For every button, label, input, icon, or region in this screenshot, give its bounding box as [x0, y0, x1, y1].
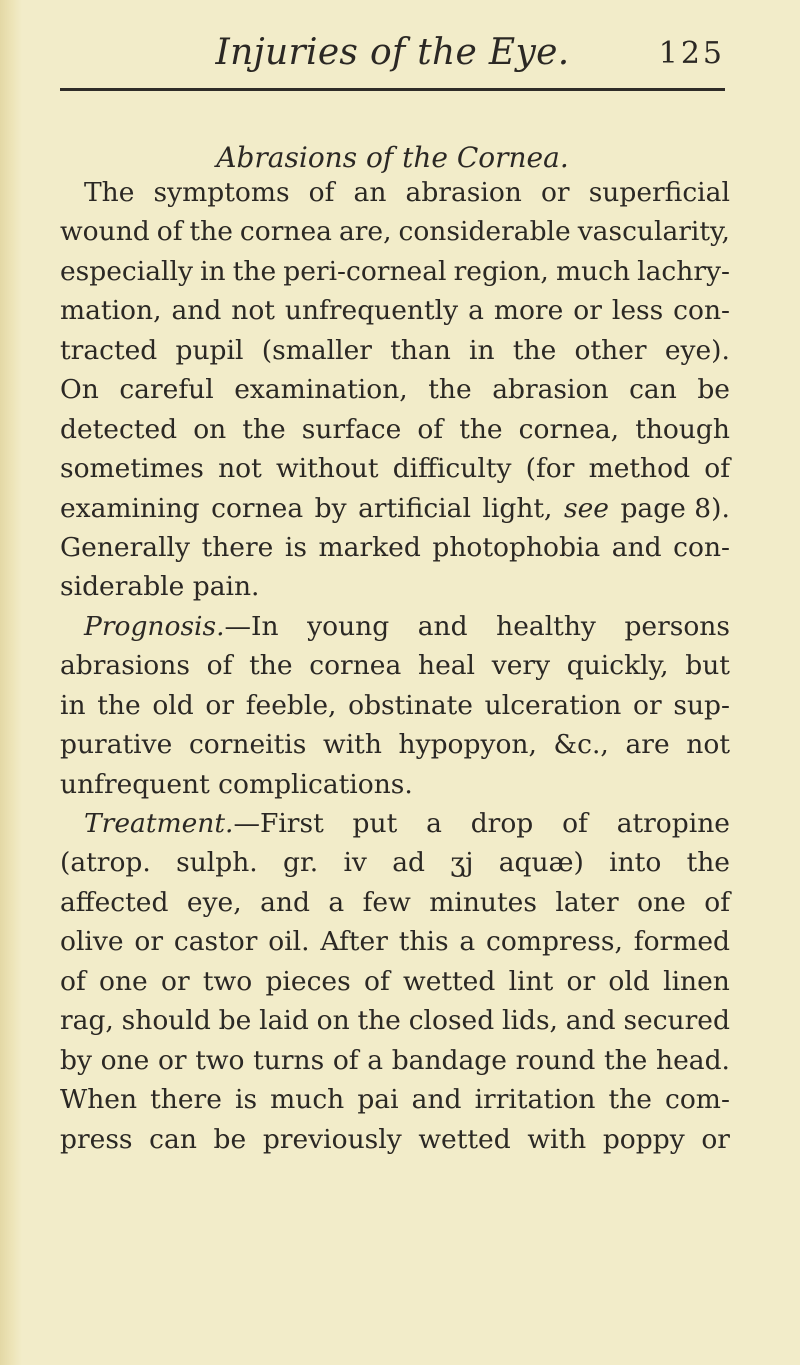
text-word: of: [363, 965, 390, 997]
text-word: be: [697, 374, 730, 406]
text-word: is: [234, 1084, 258, 1116]
text-word: are: [625, 729, 670, 761]
text-word: Generally: [60, 531, 190, 563]
text-word: oil.: [268, 926, 310, 958]
text-word: the: [428, 374, 472, 406]
text-word: castor: [173, 926, 258, 958]
text-word: marked: [318, 531, 421, 563]
text-word: of: [332, 1044, 359, 1076]
text-word: by: [314, 492, 347, 524]
text-word: can: [149, 1123, 197, 1155]
text-word: irritation: [474, 1084, 596, 1116]
page-number: 125: [658, 36, 725, 71]
text-word: of: [60, 965, 86, 997]
text-word: be: [213, 1123, 247, 1155]
text-word: less: [611, 295, 664, 327]
text-word: careful: [119, 374, 214, 406]
text-line: [60, 883, 730, 922]
text-word: abrasion: [405, 177, 522, 208]
text-word: surface: [301, 413, 402, 445]
text-word: tracted: [60, 334, 158, 366]
text-word: linen: [663, 965, 730, 997]
text-word: or: [540, 177, 570, 208]
text-line: [60, 686, 730, 725]
text-word: closed: [408, 1005, 495, 1037]
text-word: the: [608, 1084, 652, 1116]
text-word: but: [685, 650, 730, 682]
text-word: an: [353, 177, 387, 208]
text-word: olive: [60, 926, 124, 958]
text-word: eye).: [664, 334, 730, 366]
text-word: hypopyon,: [398, 729, 537, 761]
text-word: purative: [60, 729, 173, 761]
text-word: of: [156, 216, 183, 248]
text-word: old: [152, 689, 194, 721]
text-word: secured: [623, 1005, 730, 1037]
text-word: the: [512, 334, 557, 366]
text-word: light,: [482, 492, 553, 524]
text-word: can: [629, 374, 677, 406]
header-rule: [60, 88, 725, 91]
text-word: this: [398, 926, 449, 958]
text-word: young: [307, 610, 390, 642]
text-word: are,: [338, 216, 392, 248]
text-word: and: [411, 1084, 462, 1116]
text-word: Treatment.—First: [84, 808, 324, 839]
text-word: not: [686, 729, 730, 761]
text-line: [60, 370, 730, 409]
text-word: region,: [453, 255, 549, 287]
text-word: mation,: [60, 295, 162, 327]
text-word: be: [218, 1005, 252, 1037]
text-word: a: [468, 295, 484, 327]
text-word: turns: [253, 1044, 325, 1076]
text-word: ulceration: [484, 689, 622, 721]
text-word: the: [686, 847, 730, 879]
text-line: [60, 567, 730, 606]
text-word: head.: [656, 1044, 730, 1076]
text-word: or: [134, 926, 164, 958]
text-word: heal: [418, 650, 476, 682]
text-word: the: [97, 689, 141, 721]
text-word: the: [232, 255, 277, 287]
text-line: [60, 607, 730, 646]
text-word: unfrequent complications.: [60, 768, 413, 800]
text-word: The: [84, 177, 135, 208]
text-word: or: [205, 689, 235, 721]
text-word: detected: [60, 413, 178, 445]
text-word: eye,: [186, 886, 242, 918]
text-word: press: [60, 1123, 133, 1155]
text-word: of: [562, 808, 588, 839]
text-word: wetted: [418, 1123, 511, 1155]
text-word: much: [270, 1084, 345, 1116]
text-word: of: [308, 177, 335, 208]
text-line: [60, 331, 730, 370]
text-word: or: [633, 689, 662, 721]
running-head: [60, 30, 725, 80]
text-word: in: [469, 334, 495, 366]
text-line: [60, 528, 730, 567]
text-word: two: [202, 965, 253, 997]
text-word: superficial: [588, 177, 730, 208]
text-word: not: [231, 295, 275, 327]
text-word: sulph.: [176, 847, 258, 879]
text-word: cornea: [211, 492, 304, 524]
text-word: ad: [392, 847, 425, 879]
text-word: con-: [673, 531, 730, 563]
text-word: and: [611, 531, 662, 563]
text-word: and: [565, 1005, 616, 1037]
text-word: one: [100, 1044, 150, 1076]
text-word: (for: [525, 453, 575, 485]
text-word: the: [603, 1044, 648, 1076]
text-word: (atrop.: [60, 847, 151, 879]
text-word: healthy: [496, 610, 596, 642]
text-word: sup-: [673, 689, 730, 721]
text-line: [60, 449, 730, 488]
text-word: compress,: [486, 926, 623, 958]
text-line: [60, 212, 730, 251]
text-word: much: [555, 255, 631, 287]
text-word: gr.: [283, 847, 319, 879]
text-word: or: [701, 1123, 730, 1155]
text-word: on: [193, 413, 227, 445]
text-line: [60, 1080, 730, 1119]
text-word: affected: [60, 886, 169, 918]
text-word: see: [563, 492, 609, 524]
text-word: difficulty: [392, 453, 512, 485]
text-word: or: [566, 965, 596, 997]
text-word: corneitis: [188, 729, 307, 761]
text-line: [60, 1041, 730, 1080]
text-word: and: [171, 295, 222, 327]
text-word: atropine: [616, 808, 730, 839]
section-heading: Abrasions of the Cornea.: [216, 141, 569, 174]
text-word: the: [189, 216, 233, 248]
text-line: [60, 962, 730, 1001]
text-word: a: [426, 808, 442, 839]
text-word: Prognosis.—In: [84, 610, 279, 642]
text-line: [60, 646, 730, 685]
text-word: pai: [357, 1084, 399, 1116]
text-word: rag,: [60, 1005, 114, 1037]
text-word: with: [527, 1123, 587, 1155]
text-line: [60, 252, 730, 291]
text-word: other: [574, 334, 647, 366]
text-line: [60, 291, 730, 330]
text-word: cornea,: [518, 413, 620, 445]
text-word: con-: [673, 295, 730, 327]
text-word: drop: [470, 808, 534, 839]
text-word: and: [417, 610, 468, 642]
text-word: iv: [343, 847, 367, 879]
text-word: &c.,: [553, 729, 609, 761]
text-word: especially: [60, 255, 193, 287]
text-word: than: [390, 334, 451, 366]
running-title: Injuries of the Eye.: [215, 32, 570, 73]
text-word: ʒj: [450, 847, 474, 879]
text-word: minutes: [429, 886, 537, 918]
text-word: a: [367, 1044, 384, 1076]
text-word: or: [161, 965, 190, 997]
text-word: without: [275, 453, 379, 485]
text-word: previously: [262, 1123, 402, 1155]
text-word: bandage: [391, 1044, 507, 1076]
text-word: a: [328, 886, 345, 918]
text-word: of: [704, 886, 730, 918]
text-word: lint: [508, 965, 554, 997]
text-word: one: [99, 965, 148, 997]
text-word: in: [60, 689, 86, 721]
text-word: the: [357, 1005, 401, 1037]
text-word: wetted: [403, 965, 496, 997]
text-word: or: [573, 295, 602, 327]
text-word: in: [200, 255, 226, 287]
text-word: later: [555, 886, 619, 918]
text-word: the: [249, 650, 293, 682]
text-word: and: [260, 886, 310, 918]
text-word: of: [206, 650, 233, 682]
text-word: very: [491, 650, 551, 682]
text-word: symptoms: [153, 177, 290, 208]
text-word: photophobia: [432, 531, 601, 563]
text-word: persons: [624, 610, 730, 642]
text-word: there: [201, 531, 274, 563]
text-word: there: [150, 1084, 222, 1116]
text-word: lachry-: [637, 255, 730, 287]
text-word: peri-corneal: [283, 255, 447, 287]
text-word: pupil: [175, 334, 244, 366]
text-word: laid: [259, 1005, 309, 1037]
text-line: [60, 489, 730, 528]
text-word: one: [637, 886, 686, 918]
text-word: should: [121, 1005, 211, 1037]
text-word: though: [635, 413, 730, 445]
text-word: artificial: [358, 492, 471, 524]
text-word: of: [704, 453, 730, 485]
text-word: examining: [60, 492, 200, 524]
text-word: wound: [60, 216, 150, 248]
text-word: is: [284, 531, 307, 563]
text-word: by: [60, 1044, 92, 1076]
text-word: cornea: [239, 216, 332, 248]
text-word: put: [352, 808, 398, 839]
text-word: method: [588, 453, 691, 485]
text-line: [60, 1001, 730, 1040]
text-word: quickly,: [566, 650, 669, 682]
text-word: When: [60, 1084, 138, 1116]
page-edge: [0, 0, 22, 1365]
text-word: com-: [665, 1084, 730, 1116]
text-word: a: [459, 926, 476, 958]
text-line: [60, 922, 730, 961]
text-word: (smaller: [261, 334, 372, 366]
text-word: obstinate: [348, 689, 473, 721]
text-word: not: [218, 453, 262, 485]
text-word: into: [609, 847, 662, 879]
text-word: the: [242, 413, 286, 445]
text-word: vascularity,: [577, 216, 730, 248]
text-line: [60, 173, 730, 212]
text-word: cornea: [309, 650, 402, 682]
text-line: [60, 725, 730, 764]
text-word: poppy: [602, 1123, 685, 1155]
text-word: of: [417, 413, 444, 445]
text-line: [60, 804, 730, 843]
text-word: lids,: [502, 1005, 558, 1037]
text-word: old: [608, 965, 650, 997]
text-word: more: [493, 295, 564, 327]
text-word: On: [60, 374, 99, 406]
text-word: or: [157, 1044, 187, 1076]
text-word: on: [316, 1005, 350, 1037]
text-line: [60, 1120, 730, 1159]
text-word: two: [195, 1044, 245, 1076]
text-word: examination,: [234, 374, 408, 406]
text-word: sometimes: [60, 453, 204, 485]
text-word: round: [515, 1044, 596, 1076]
text-word: page 8).: [620, 492, 730, 524]
text-word: siderable pain.: [60, 571, 260, 603]
text-word: few: [362, 886, 411, 918]
body-text: [60, 173, 730, 1159]
text-word: aquæ): [498, 847, 584, 879]
text-line: [60, 843, 730, 882]
text-word: unfrequently: [284, 295, 459, 327]
text-word: formed: [633, 926, 730, 958]
text-word: considerable: [398, 216, 571, 248]
text-word: abrasions: [60, 650, 190, 682]
text-word: After: [320, 926, 388, 958]
text-word: feeble,: [245, 689, 337, 721]
text-line: [60, 410, 730, 449]
text-word: abrasion: [492, 374, 609, 406]
text-word: pieces: [265, 965, 351, 997]
text-word: with: [323, 729, 382, 761]
text-word: the: [459, 413, 503, 445]
text-line: [60, 765, 730, 804]
